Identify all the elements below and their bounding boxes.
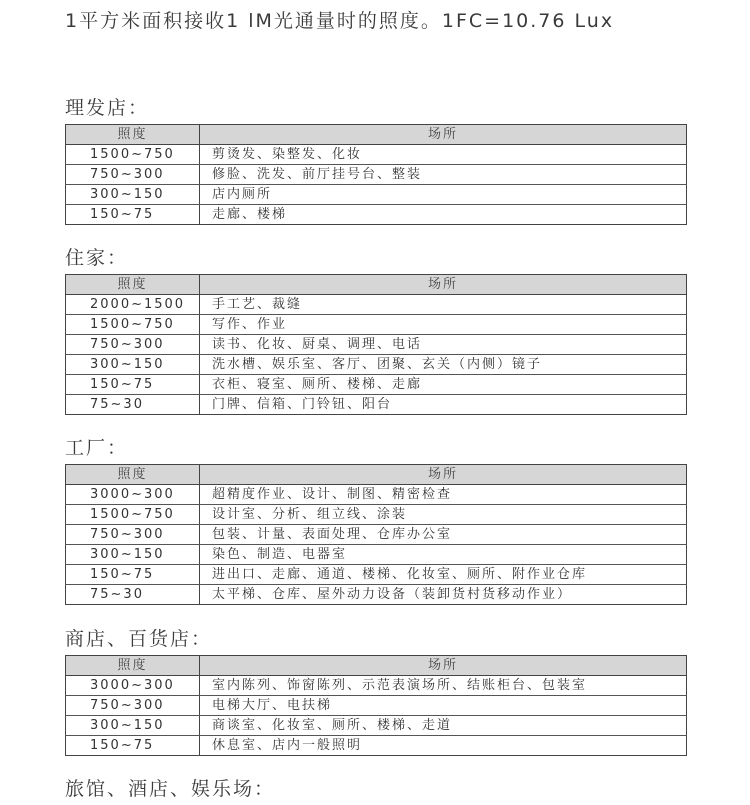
lux-cell: 300~150 (66, 716, 200, 736)
section-title: 理发店： (65, 97, 150, 119)
lux-cell: 150~75 (66, 205, 200, 225)
lux-cell: 750~300 (66, 335, 200, 355)
illuminance-table (65, 655, 687, 756)
table-header-row (66, 656, 687, 676)
place-cell: 手工艺、裁缝 (200, 295, 687, 315)
header-lux: 照度 (66, 275, 200, 295)
place-cell: 衣柜、寝室、厕所、楼梯、走廊 (200, 375, 687, 395)
lux-cell: 150~75 (66, 375, 200, 395)
section-home (65, 243, 686, 415)
lux-cell: 1500~750 (66, 315, 200, 335)
place-cell: 门牌、信箱、门铃钮、阳台 (212, 397, 393, 412)
place-cell: 超精度作业、设计、制图、精密检查 (200, 485, 687, 505)
place-cell: 写作、作业 (200, 315, 687, 335)
place-cell: 店内厕所 (200, 185, 687, 205)
lux-cell: 300~150 (66, 355, 200, 375)
table-row (66, 545, 687, 565)
table-header-row (66, 125, 687, 145)
header-place: 场所 (200, 125, 687, 145)
lux-cell: 2000~1500 (66, 295, 200, 315)
lux-cell: 750~300 (66, 165, 200, 185)
header-lux: 照度 (66, 125, 200, 145)
table-row (66, 485, 687, 505)
table-row (66, 676, 687, 696)
place-cell: 进出口、走廊、通道、楼梯、化妆室、厕所、附作业仓库 (200, 565, 687, 585)
lux-cell: 750~300 (66, 696, 200, 716)
place-cell: 包装、计量、表面处理、仓库办公室 (200, 525, 687, 545)
table-row (66, 335, 687, 355)
section-title: 工厂： (65, 437, 129, 459)
section-title: 旅馆、酒店、娱乐场： (65, 778, 276, 800)
section-factory (65, 433, 686, 605)
header-place: 场所 (200, 465, 687, 485)
place-cell: 走廊、楼梯 (212, 207, 288, 222)
header-place: 场所 (200, 656, 687, 676)
lux-cell: 300~150 (66, 545, 200, 565)
table-row (66, 696, 687, 716)
place-cell: 洗水槽、娱乐室、客厅、团聚、玄关（内侧）镜子 (200, 355, 687, 375)
table-header-row (66, 465, 687, 485)
place-cell: 太平梯、仓库、屋外动力设备（装卸货村货移动作业） (212, 587, 573, 602)
table-header-row (66, 275, 687, 295)
table-row (66, 395, 687, 415)
table-row (66, 375, 687, 395)
place-cell: 商谈室、化妆室、厕所、楼梯、走道 (200, 716, 687, 736)
table-row (66, 145, 687, 165)
lux-cell: 75~30 (66, 395, 200, 415)
table-row (66, 185, 687, 205)
table-row (66, 585, 687, 605)
section-title: 商店、百货店： (65, 628, 213, 650)
table-row (66, 736, 687, 756)
table-row (66, 716, 687, 736)
lux-cell: 150~75 (66, 565, 200, 585)
lux-cell: 750~300 (66, 525, 200, 545)
table-row (66, 165, 687, 185)
header-lux: 照度 (66, 465, 200, 485)
table-row (66, 355, 687, 375)
illuminance-table (65, 124, 687, 225)
header-lux: 照度 (66, 656, 200, 676)
place-cell: 染色、制造、电器室 (200, 545, 687, 565)
table-row (66, 565, 687, 585)
table-row (66, 525, 687, 545)
lux-cell: 300~150 (66, 185, 200, 205)
section-shops (65, 624, 686, 756)
place-cell: 电梯大厅、电扶梯 (200, 696, 687, 716)
table-row (66, 205, 687, 225)
intro-text: 1平方米面积接收1 lM光通量时的照度。1FC=10.76 Lux (65, 10, 615, 32)
place-cell: 休息室、店内一般照明 (212, 738, 363, 753)
lux-cell: 3000~300 (66, 485, 200, 505)
section-title: 住家： (65, 247, 129, 269)
place-cell: 室内陈列、饰窗陈列、示范表演场所、结账柜台、包装室 (200, 676, 687, 696)
lux-cell: 1500~750 (66, 145, 200, 165)
header-place: 场所 (200, 275, 687, 295)
place-cell: 修脸、洗发、前厅挂号台、整装 (200, 165, 687, 185)
lux-cell: 1500~750 (66, 505, 200, 525)
illuminance-table (65, 274, 687, 415)
section-hotels (65, 774, 686, 805)
table-row (66, 295, 687, 315)
lux-cell: 150~75 (66, 736, 200, 756)
place-cell: 剪烫发、染整发、化妆 (200, 145, 687, 165)
place-cell: 读书、化妆、厨桌、调理、电话 (200, 335, 687, 355)
section-barber-shop (65, 93, 686, 225)
lux-cell: 75~30 (66, 585, 200, 605)
table-row (66, 315, 687, 335)
place-cell: 设计室、分析、组立线、涂装 (200, 505, 687, 525)
illuminance-table (65, 464, 687, 605)
table-row (66, 505, 687, 525)
lux-cell: 3000~300 (66, 676, 200, 696)
